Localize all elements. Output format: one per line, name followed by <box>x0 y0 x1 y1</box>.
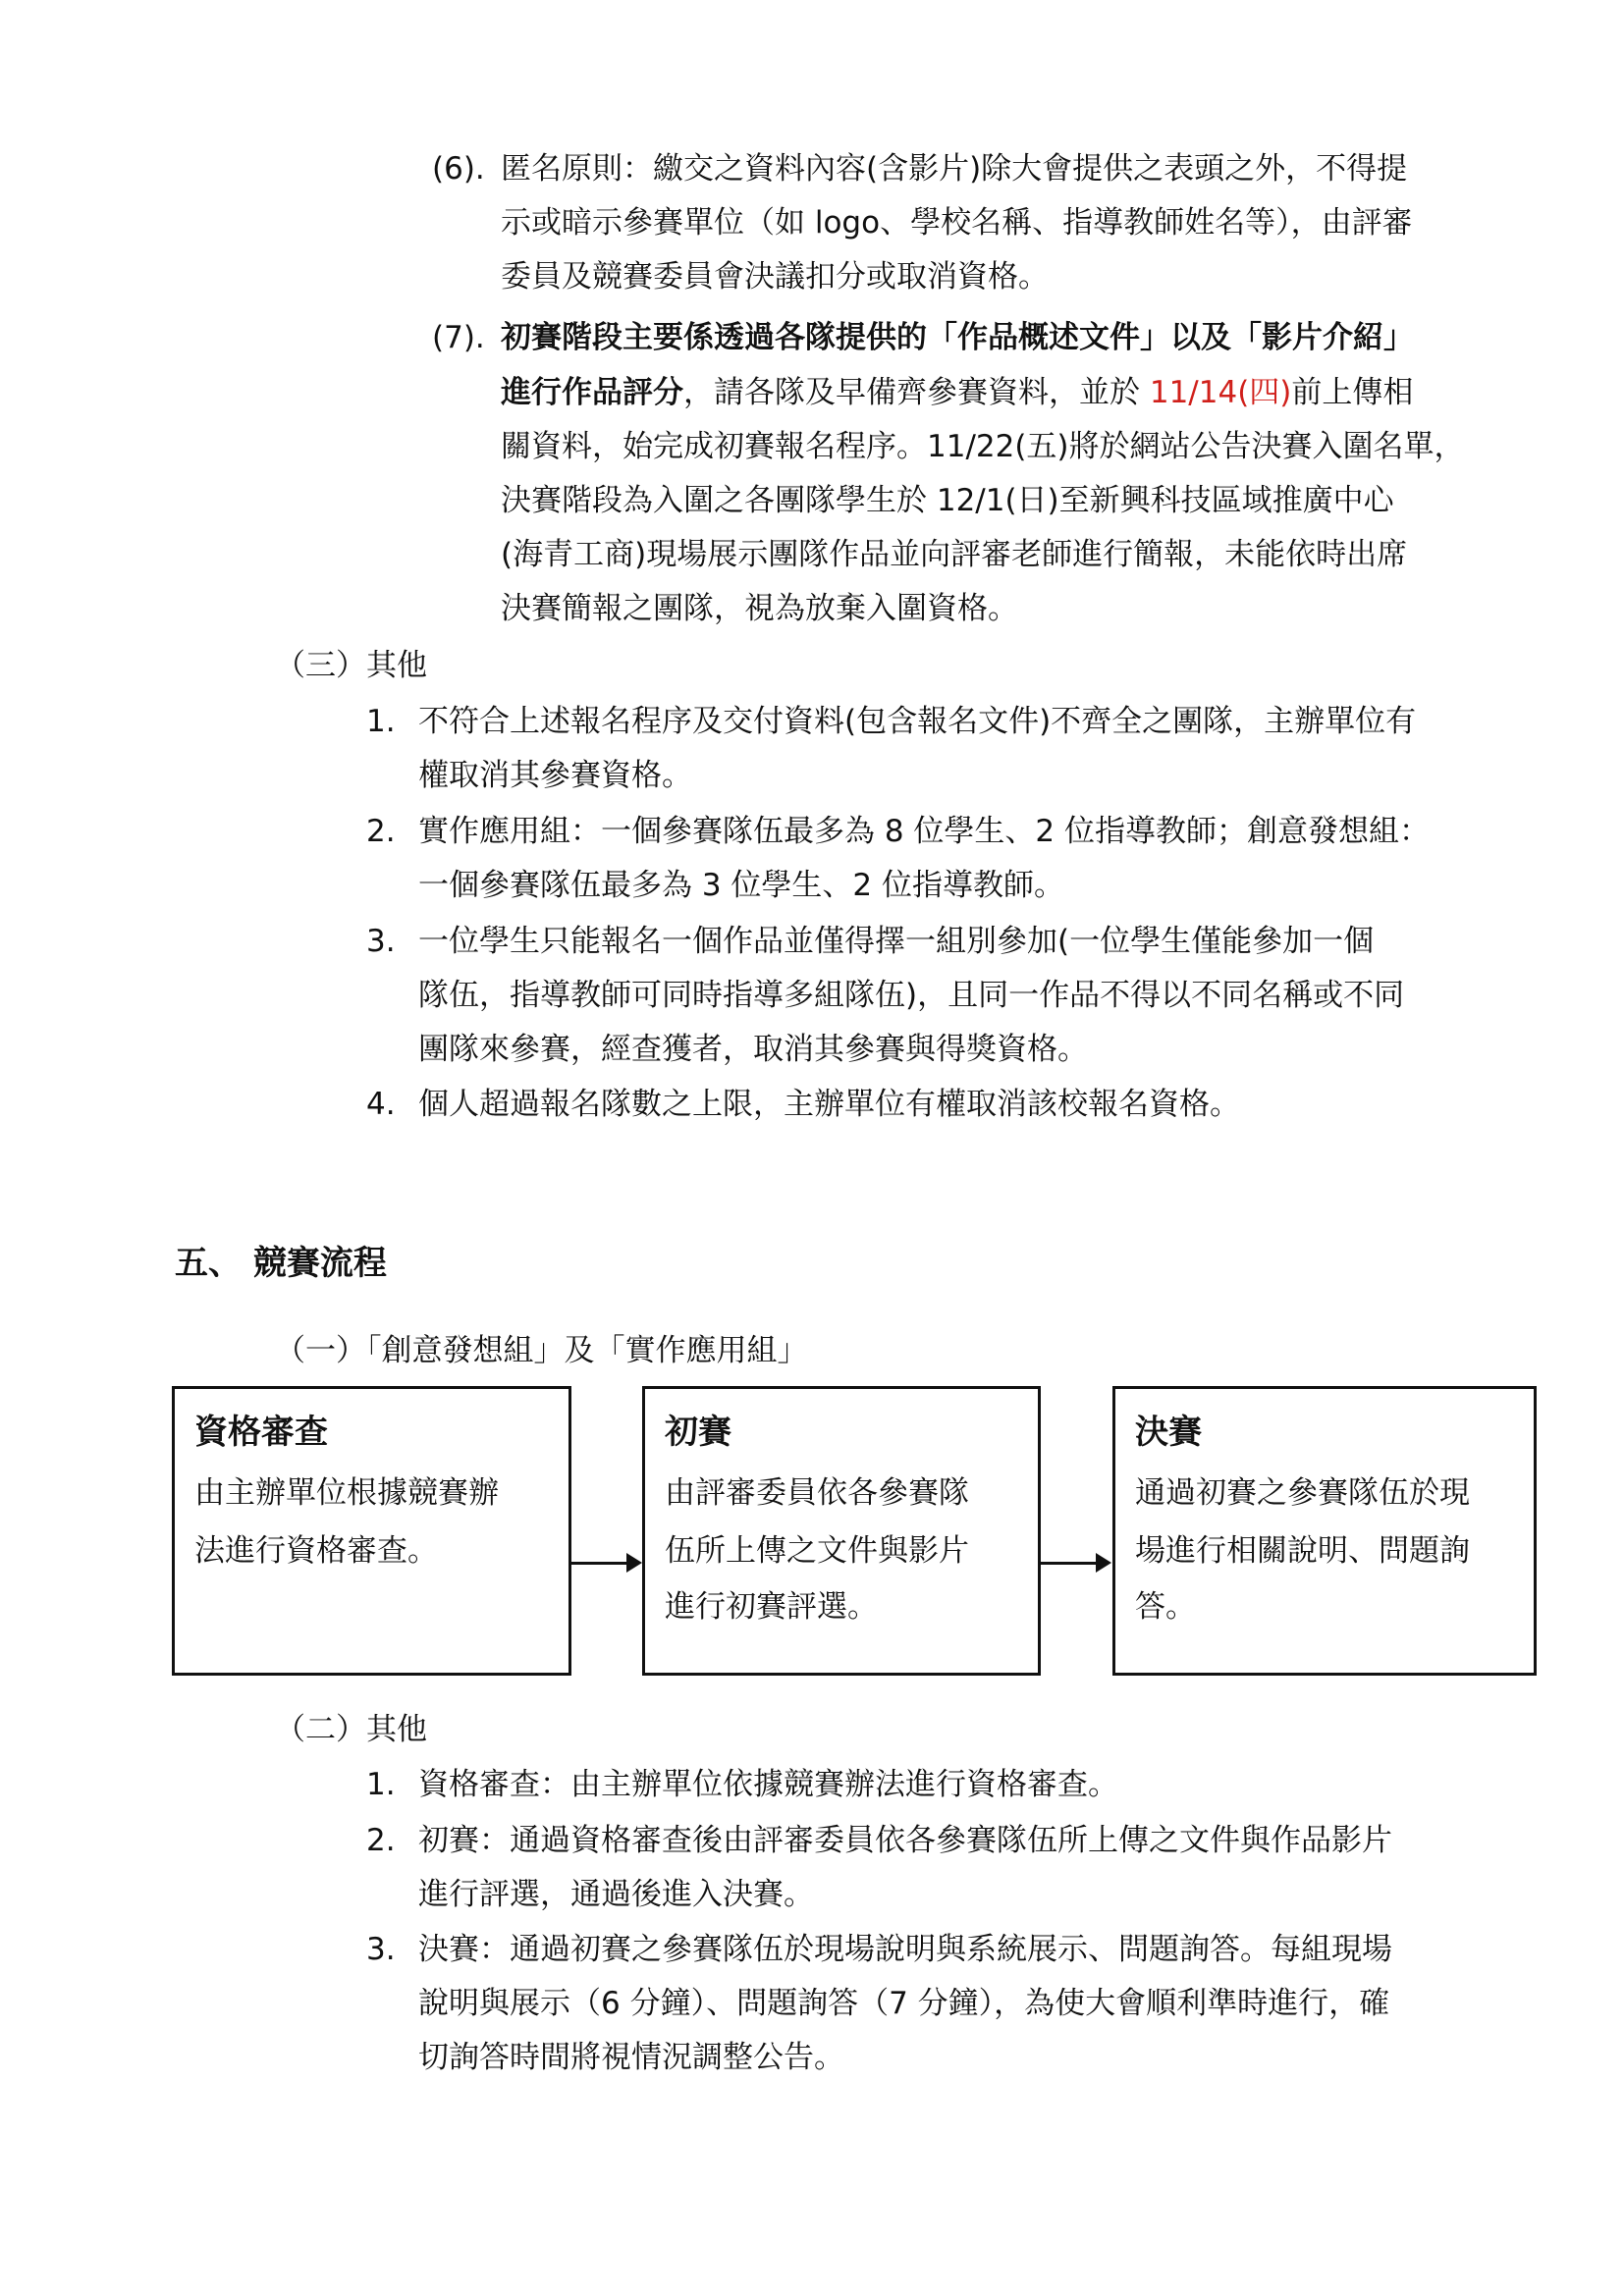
flow-box-text: 法進行資格審查。 <box>194 1533 438 1569</box>
plain-text: ，請各隊及早備齊參賽資料，並於 <box>683 375 1150 410</box>
flow-box-final <box>1112 1386 1537 1676</box>
paragraph-line: 關資料，始完成初賽報名程序。11/22(五)將於網站公告決賽入圍名單， <box>501 429 1465 464</box>
item-number: 2. <box>366 1823 396 1858</box>
paragraph-line: 說明與展示（6 分鐘）、問題詢答（7 分鐘），為使大會順利準時進行，確 <box>418 1986 1390 2021</box>
section-title: （三）其他 <box>275 648 427 683</box>
flow-box-text: 通過初賽之參賽隊伍於現 <box>1135 1475 1470 1511</box>
paragraph-line-mixed <box>501 373 1413 412</box>
paragraph-line: 初賽：通過資格審查後由評審委員依各參賽隊伍所上傳之文件與作品影片 <box>418 1823 1392 1858</box>
item-number: 1. <box>366 704 396 739</box>
arrow-right-icon <box>1096 1553 1111 1573</box>
chapter-heading: 五、 競賽流程 <box>175 1244 387 1283</box>
plain-text: 前上傳相 <box>1291 375 1414 410</box>
flow-box-text: 由評審委員依各參賽隊 <box>665 1475 969 1511</box>
flow-box-title: 資格審查 <box>194 1413 328 1452</box>
paragraph-line: 不符合上述報名程序及交付資料(包含報名文件)不齊全之團隊，主辦單位有 <box>418 704 1417 739</box>
paragraph-line: 決賽：通過初賽之參賽隊伍於現場說明與系統展示、問題詢答。每組現場 <box>418 1932 1392 1967</box>
paragraph-line: 團隊來參賽，經查獲者，取消其參賽與得獎資格。 <box>418 1032 1088 1067</box>
paragraph-line: 決賽階段為入圍之各團隊學生於 12/1(日)至新興科技區域推廣中心 <box>501 483 1394 518</box>
flow-box-title: 初賽 <box>665 1413 731 1452</box>
flow-box-text: 答。 <box>1135 1589 1196 1625</box>
flow-box-text: 進行初賽評選。 <box>665 1589 878 1625</box>
paragraph-line: 一個參賽隊伍最多為 3 位學生、2 位指導教師。 <box>418 868 1065 903</box>
paragraph-line: 決賽簡報之團隊，視為放棄入圍資格。 <box>501 591 1018 626</box>
flow-box-preliminary <box>642 1386 1041 1676</box>
paragraph-line: 隊伍，指導教師可同時指導多組隊伍)，且同一作品不得以不同名稱或不同 <box>418 978 1405 1013</box>
item-number: 3. <box>366 924 396 959</box>
paragraph-line: 示或暗示參賽單位（如 logo、學校名稱、指導教師姓名等），由評審 <box>501 205 1413 240</box>
paragraph-line: (海青工商)現場展示團隊作品並向評審老師進行簡報，未能依時出席 <box>501 537 1408 572</box>
paragraph-line: 委員及競賽委員會決議扣分或取消資格。 <box>501 259 1049 294</box>
flow-box-eligibility <box>172 1386 571 1676</box>
flow-box-text: 場進行相關說明、問題詢 <box>1135 1533 1470 1569</box>
flow-box-title: 決賽 <box>1135 1413 1202 1452</box>
flow-box-text: 由主辦單位根據競賽辦 <box>194 1475 499 1511</box>
paragraph-line: 資格審查：由主辦單位依據競賽辦法進行資格審查。 <box>418 1767 1118 1802</box>
item-number: (7). <box>432 320 485 355</box>
flow-arrow-line <box>1041 1562 1099 1565</box>
item-number: 2. <box>366 814 396 849</box>
arrow-right-icon <box>626 1553 642 1573</box>
paragraph-line-bold: 初賽階段主要係透過各隊提供的「作品概述文件」以及「影片介紹」 <box>501 320 1414 355</box>
paragraph-line: 一位學生只能報名一個作品並僅得擇一組別參加(一位學生僅能參加一個 <box>418 924 1375 959</box>
item-number: 1. <box>366 1767 396 1802</box>
subsection-title: （一）「創意發想組」及「實作應用組」 <box>275 1333 808 1368</box>
paragraph-line: 個人超過報名隊數之上限，主辦單位有權取消該校報名資格。 <box>418 1087 1240 1122</box>
paragraph-line: 匿名原則：繳交之資料內容(含影片)除大會提供之表頭之外，不得提 <box>501 151 1408 187</box>
deadline-date: 11/14(四) <box>1149 375 1292 410</box>
flow-arrow-line <box>571 1562 630 1565</box>
item-number: 3. <box>366 1932 396 1967</box>
subsection-title: （二）其他 <box>275 1712 427 1747</box>
bold-text: 進行作品評分 <box>501 375 683 410</box>
item-number: (6). <box>432 151 485 187</box>
paragraph-line: 權取消其參賽資格。 <box>418 758 692 793</box>
paragraph-line: 切詢答時間將視情況調整公告。 <box>418 2040 844 2075</box>
paragraph-line: 進行評選，通過後進入決賽。 <box>418 1877 814 1912</box>
item-number: 4. <box>366 1087 396 1122</box>
flow-box-text: 伍所上傳之文件與影片 <box>665 1533 969 1569</box>
paragraph-line: 實作應用組：一個參賽隊伍最多為 8 位學生、2 位指導教師；創意發想組： <box>418 814 1431 849</box>
